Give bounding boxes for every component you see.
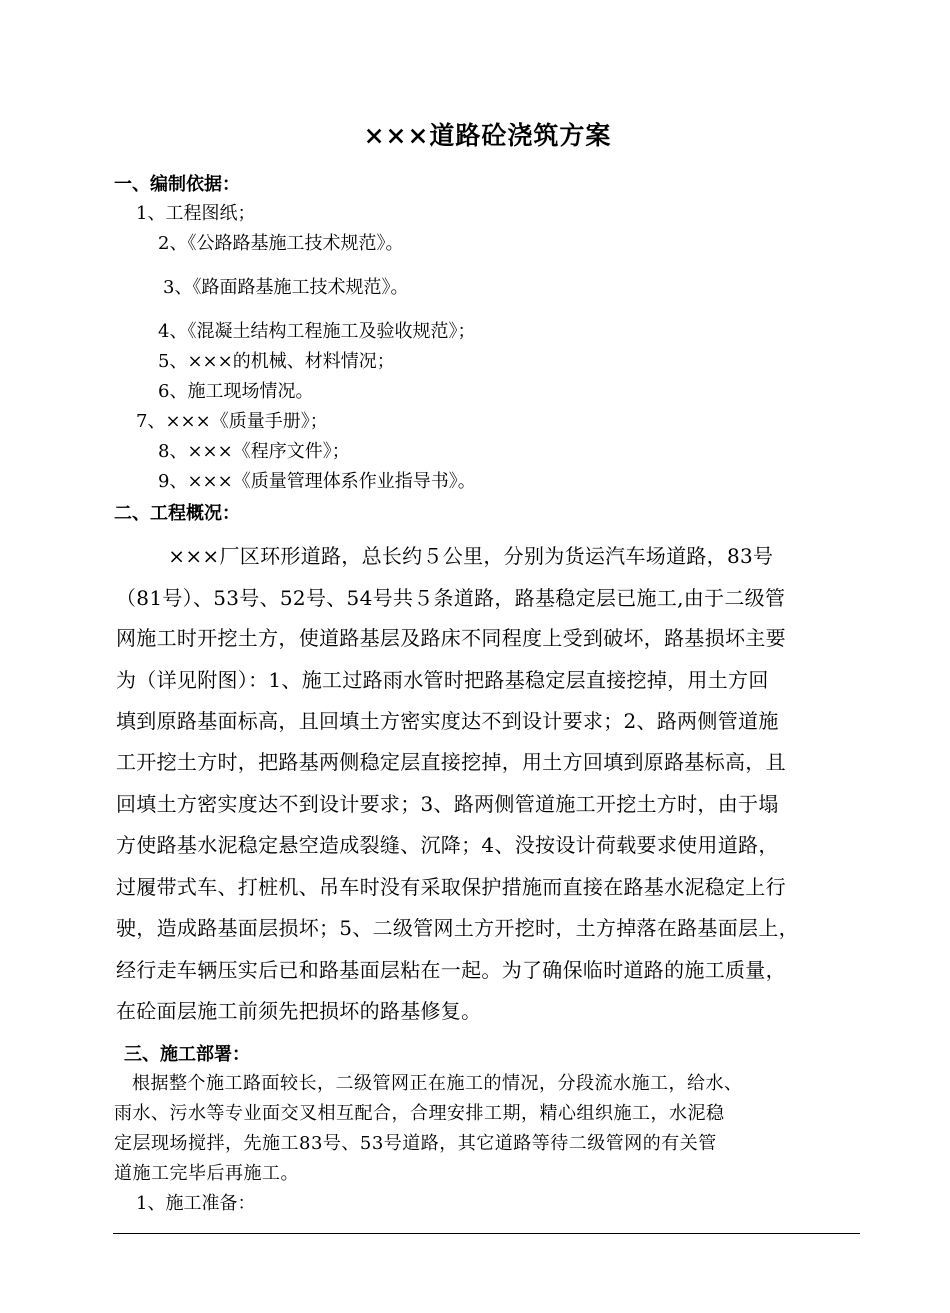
basis-item: 1、工程图纸； <box>136 203 256 224</box>
overview-line: 过履带式车、打桩机、吊车时没有采取保护措施而直接在路基水泥稳定上行 <box>116 875 786 899</box>
overview-line: 填到原路基面标高，且回填土方密实度达不到设计要求；2、路两侧管道施 <box>116 709 779 733</box>
overview-line: 网施工时开挖土方，使道路基层及路床不同程度上受到破坏，路基损坏主要 <box>116 626 786 650</box>
section-heading-basis: 一、编制依据： <box>114 174 240 195</box>
overview-line: 工开挖土方时，把路基两侧稳定层直接挖掉，用土方回填到原路基标高，且 <box>116 750 786 774</box>
overview-line: 驶，造成路基面层损坏；5、二级管网土方开挖时，土方掉落在路基面层上， <box>116 916 799 940</box>
overview-line: 在砼面层施工前须先把损坏的路基修复。 <box>116 999 482 1023</box>
basis-item: 4、《混凝土结构工程施工及验收规范》； <box>158 321 476 342</box>
basis-item: 3、《路面路基施工技术规范》。 <box>163 277 409 298</box>
basis-item: 9、×××《质量管理体系作业指导书》。 <box>158 471 476 492</box>
overview-line: ×××厂区环形道路，总长约５公里，分别为货运汽车场道路，83号 <box>148 544 774 568</box>
basis-item: 7、×××《质量手册》； <box>136 411 328 432</box>
section-heading-deployment: 三、施工部署： <box>124 1044 250 1065</box>
overview-line: 方使路基水泥稳定悬空造成裂缝、沉降；4、没按设计荷载要求使用道路， <box>116 833 779 857</box>
overview-line: 经行走车辆压实后已和路基面层粘在一起。为了确保临时道路的施工质量， <box>116 958 786 982</box>
footer-divider <box>113 1233 860 1234</box>
deployment-subheading: 1、施工准备： <box>136 1193 256 1214</box>
overview-line: 回填土方密实度达不到设计要求；3、路两侧管道施工开挖土方时，由于塌 <box>116 792 779 816</box>
basis-item: 8、×××《程序文件》； <box>158 441 350 462</box>
overview-line: 为（详见附图）：1、施工过路雨水管时把路基稳定层直接挖掉，用土方回 <box>116 668 769 692</box>
deployment-line: 定层现场搅拌，先施工83号、53号道路，其它道路等待二级管网的有关管 <box>114 1133 717 1154</box>
deployment-line: 道施工完毕后再施工。 <box>114 1163 299 1184</box>
overview-line: （81号）、53号、52号、54号共５条道路，路基稳定层已施工,由于二级管 <box>116 586 786 610</box>
basis-item: 6、施工现场情况。 <box>158 381 314 402</box>
basis-item: 5、×××的机械、材料情况； <box>158 351 395 372</box>
basis-item: 2、《公路路基施工技术规范》。 <box>158 233 404 254</box>
deployment-line: 雨水、污水等专业面交叉相互配合，合理安排工期，精心组织施工，水泥稳 <box>114 1103 725 1124</box>
deployment-line: 根据整个施工路面较长，二级管网正在施工的情况，分段流水施工，给水、 <box>132 1073 743 1094</box>
document-title: ×××道路砼浇筑方案 <box>363 121 612 150</box>
section-heading-overview: 二、工程概况： <box>114 503 240 524</box>
